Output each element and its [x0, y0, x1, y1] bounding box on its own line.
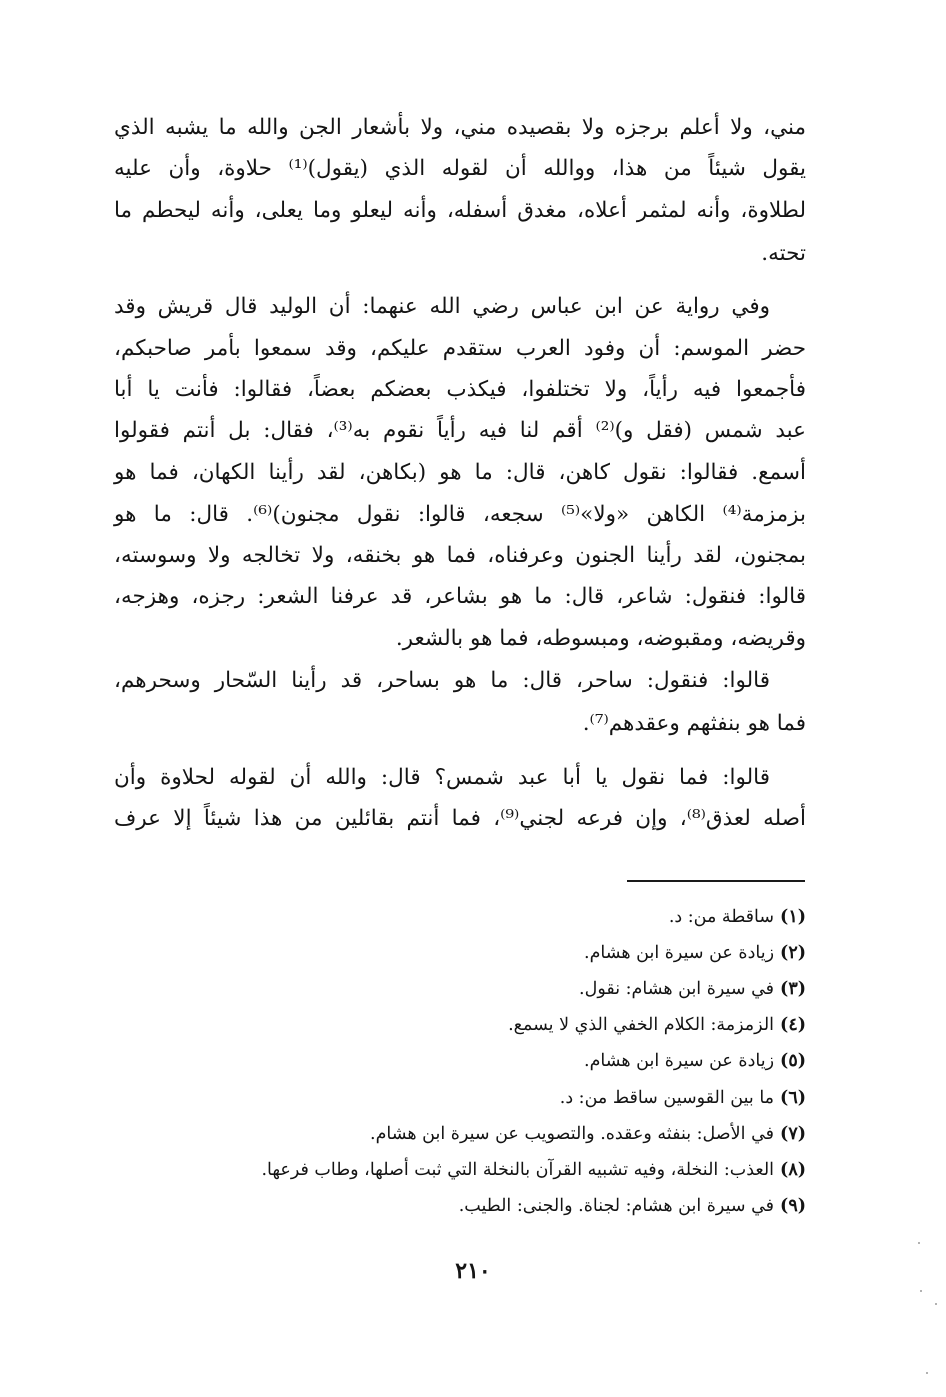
footnote: [560, 1085, 806, 1111]
footnote-divider: [627, 880, 805, 882]
footnote-number: (٧): [780, 1124, 806, 1144]
body-line: أسمع. فقالوا: نقول كاهن، قال: ما هو (بكاهن، لقد رأينا الكهان، فما هو: [114, 460, 806, 485]
footnote-text: ما بين القوسين ساقط من: د.: [559, 1088, 775, 1108]
footnote-text: زيادة عن سيرة ابن هشام.: [584, 943, 775, 963]
body-line: فأجمعوا فيه رأياً، ولا تختلفوا، فيكذب بعضكم بعضاً، فقالوا: فأنت يا أبا: [114, 377, 806, 402]
footnote: [584, 1048, 806, 1074]
body-line: وقريضه، ومقبوضه، ومبسوطه، فما هو بالشعر.: [395, 626, 806, 651]
footnote-number: (١): [780, 907, 806, 927]
body-line: قالوا: فما نقول يا أبا عبد شمس؟ قال: والله أن لقوله لحلاوة وأن: [114, 765, 770, 790]
body-line: يقول شيئاً من هذا، ووالله أن لقوله الذي (يقول)⁽¹⁾ حلاوة، وأن عليه: [114, 156, 806, 181]
scan-speck: [926, 1372, 928, 1374]
body-line: حضر الموسم: أن وفود العرب ستقدم عليكم، وقد سمعوا بأمر صاحبكم،: [114, 336, 806, 361]
footnote: [669, 904, 806, 930]
body-line: قالوا: فنقول: شاعر، قال: ما هو بشاعر، قد عرفنا الشعر: رجزه، وهزجه،: [114, 584, 806, 609]
footnote: [579, 976, 806, 1002]
footnote-text: في سيرة ابن هشام: نقول.: [579, 979, 775, 999]
body-line: مني، ولا أعلم برجزه ولا بقصيده مني، ولا بأشعار الجن والله ما يشبه الذي: [114, 115, 806, 140]
footnote: [584, 940, 806, 966]
footnote-number: (٨): [780, 1160, 806, 1180]
body-line: أصله لعذق⁽⁸⁾، وإن فرعه لجني⁽⁹⁾، فما أنتم بقائلين من هذا شيئاً إلا عرف: [114, 806, 806, 831]
footnote-text: في سيرة ابن هشام: لجناة. والجنى: الطيب.: [458, 1196, 775, 1216]
footnote-number: (٣): [780, 979, 806, 999]
body-line: تحته.: [761, 241, 806, 266]
page-number: ٢١٠: [455, 1258, 491, 1284]
scan-speck: [920, 1290, 922, 1292]
scan-speck: [918, 1242, 920, 1244]
footnote-number: (٤): [780, 1015, 806, 1035]
body-line: لطلاوة، وأنه لمثمر أعلاه، مغدق أسفله، وأنه ليعلو وما يعلى، وأنه ليحطم ما: [114, 198, 806, 223]
footnote-number: (٩): [780, 1196, 806, 1216]
footnote-number: (٦): [780, 1088, 806, 1108]
scan-speck: [935, 1303, 937, 1305]
footnote: [508, 1012, 806, 1038]
footnote-text: ساقطة من: د.: [668, 907, 775, 927]
body-line: قالوا: فنقول: ساحر، قال: ما هو بساحر، قد رأينا السّحار وسحرهم،: [114, 668, 770, 693]
footnote: [261, 1157, 806, 1183]
footnote-text: زيادة عن سيرة ابن هشام.: [584, 1051, 775, 1071]
body-line: عبد شمس (فقل و)⁽²⁾ أقم لنا فيه رأياً نقوم به⁽³⁾، فقال: بل أنتم فقولوا: [114, 418, 807, 443]
body-line: فما هو بنفثهم وعقدهم⁽⁷⁾.: [582, 711, 806, 736]
footnote-number: (٥): [780, 1051, 806, 1071]
body-line: بزمزمة⁽⁴⁾ الكاهن «ولا»⁽⁵⁾ سجعه، قالوا: نقول مجنون)⁽⁶⁾. قال: ما هو: [114, 502, 806, 527]
footnote: [459, 1193, 806, 1219]
footnote-text: الزمزمة: الكلام الخفي الذي لا يسمع.: [508, 1015, 775, 1035]
footnote-number: (٢): [780, 943, 806, 963]
body-line: وفي رواية عن ابن عباس رضي الله عنهما: أن الوليد قال قريش وقد: [114, 294, 770, 319]
body-line: بمجنون، لقد رأينا الجنون وعرفناه، فما هو بخنقه، ولا تخالجه ولا وسوسته،: [114, 543, 806, 568]
footnote-text: في الأصل: بنفثه وعقده. والتصويب عن سيرة ابن هشام.: [370, 1124, 775, 1144]
footnote-text: العذب: النخلة، وفيه تشبيه القرآن بالنخلة التي ثبت أصلها، وطاب فرعها.: [261, 1160, 775, 1180]
footnote: [370, 1121, 806, 1147]
